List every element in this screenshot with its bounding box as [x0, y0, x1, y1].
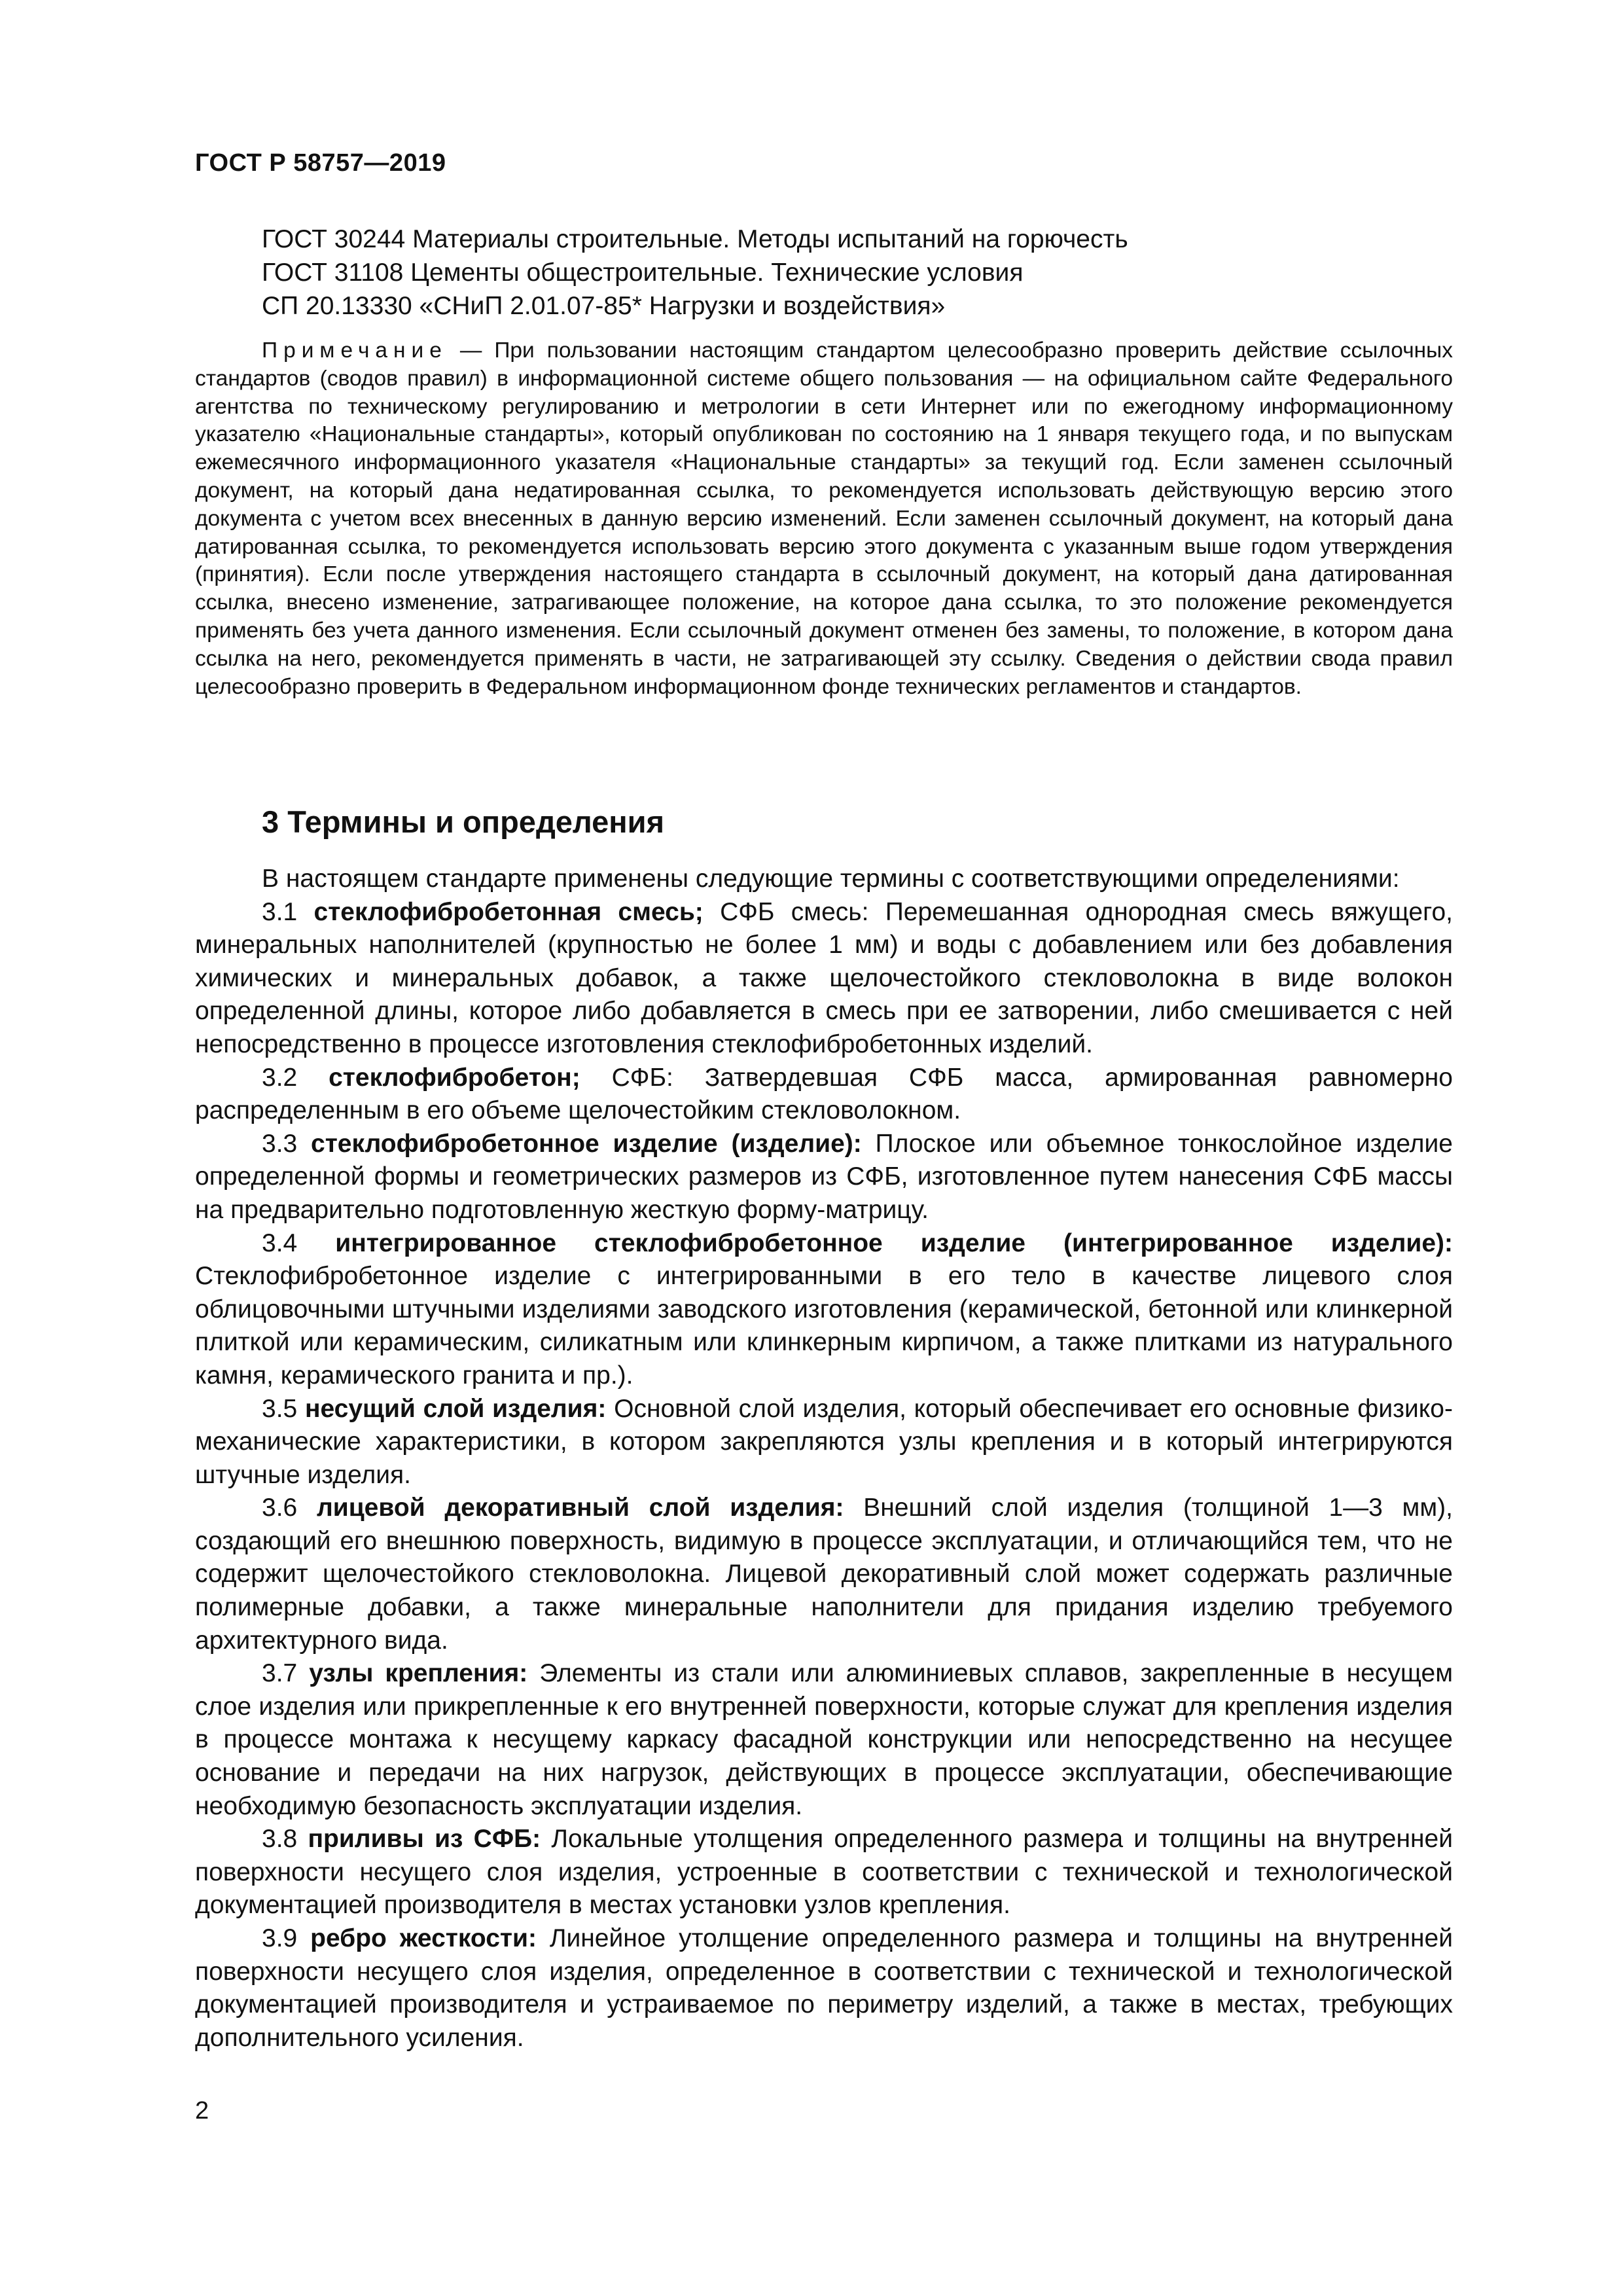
note-text: — При пользовании настоящим стандартом целесообразно проверить действие ссылочных стандартов (сводов правил) в информационной системе общего пользования — на официальном сайте Федерального агентства по техническому регулированию и метрологии в сети Интернет или по ежегодному информационному указателю «Национальные стандарты», который опубликован по состоянию на 1 января текущего года, и по выпускам ежемесячного информационного указателя «Национальные стандарты» за текущий год. Если заменен ссылочный документ, на который дана недатированная ссылка, то рекомендуется использовать действующую версию этого документа с учетом всех внесенных в данную версию изменений. Если заменен ссылочный документ, на который дана датированная ссылка, то рекомендуется использовать версию этого документа с указанным выше годом утверждения (принятия). Если после утверждения настоящего стандарта в ссылочный документ, на который дана датированная ссылка, внесено изменение, затрагивающее положение, на которое дана ссылка, то это положение рекомендуется применять без учета данного изменения. Если ссылочный документ отменен без замены, то положение, в котором дана ссылка на него, рекомендуется применять в части, не затрагивающей эту ссылку. Сведения о действии свода правил целесообразно проверить в Федеральном информационном фонде технических регламентов и стандартов. — [195, 338, 1453, 699]
document-header: ГОСТ Р 58757—2019 — [195, 149, 446, 177]
term-number: 3.4 — [262, 1229, 298, 1257]
term-entry — [195, 1657, 1453, 1823]
term-name: ребро жесткости: — [310, 1924, 537, 1952]
term-name: интегрированное стеклофибробетонное изделие (интегрированное изделие): — [335, 1229, 1453, 1257]
term-entry — [195, 1823, 1453, 1922]
term-definition: Линейное утолщение определенного размера и толщины на внутренней поверхности несущего слоя изделия, определенное в соответствии с технической и технологической документацией производителя и устраиваемое по периметру изделий, а также в местах, требующих дополнительного усиления. — [195, 1924, 1453, 2052]
section-intro: В настоящем стандарте применены следующие термины с соответствующими определениями: — [262, 865, 1400, 893]
note-paragraph — [195, 337, 1453, 701]
term-definition: СФБ: Затвердевшая СФБ масса, армированная равномерно распределенным в его объеме щелочестойким стекловолокном. — [195, 1063, 1453, 1125]
reference-item: ГОСТ 31108 Цементы общестроительные. Технические условия — [262, 259, 1024, 287]
term-number: 3.1 — [262, 897, 298, 926]
term-definition: Внешний слой изделия (толщиной 1—3 мм), создающий его внешнюю поверхность, видимую в процессе эксплуатации, и отличающийся тем, что не содержит щелочестойкого стекловолокна. Лицевой декоративный слой может содержать различные полимерные добавки, а также минеральные наполнители для придания изделию требуемого архитектурного вида. — [195, 1494, 1454, 1655]
term-definition: Элементы из стали или алюминиевых сплавов, закрепленные в несущем слое изделия или прикрепленные к его внутренней поверхности, которые служат для крепления изделия в процессе монтажа к несущему каркасу фасадной конструкции или непосредственно на несущее основание и передачи на них нагрузок, действующих в процессе эксплуатации, обеспечивающие необходимую безопасность эксплуатации изделия. — [195, 1659, 1454, 1820]
term-entry — [195, 1227, 1453, 1393]
section-title: 3 Термины и определения — [262, 804, 664, 839]
term-entry — [195, 1492, 1453, 1657]
term-name: стеклофибробетон; — [329, 1063, 580, 1092]
section-body — [195, 863, 1453, 2054]
term-name: стеклофибробетонное изделие (изделие): — [311, 1129, 862, 1158]
term-number: 3.8 — [262, 1825, 298, 1854]
references-list — [262, 223, 1440, 323]
term-number: 3.6 — [262, 1494, 298, 1522]
term-entry — [195, 1062, 1453, 1128]
term-definition: Основной слой изделия, который обеспечивает его основные физико-механические характеристики, в котором закрепляются узлы крепления и в который интегрируются штучные изделия. — [195, 1394, 1453, 1489]
term-name: приливы из СФБ: — [308, 1825, 541, 1854]
term-definition: Стеклофибробетонное изделие с интегрированными в его тело в качестве лицевого слоя облицовочными штучными изделиями заводского изготовления (керамической, бетонной или клинкерной плиткой или керамическим, силикатным или клинкерным кирпичом, а также плитками из натурального камня, керамического гранита и пр.). — [195, 1262, 1453, 1390]
term-number: 3.2 — [262, 1063, 298, 1092]
reference-item: СП 20.13330 «СНиП 2.01.07-85* Нагрузки и воздействия» — [262, 292, 946, 320]
page-number: 2 — [195, 2097, 209, 2125]
term-name: лицевой декоративный слой изделия: — [316, 1494, 844, 1522]
term-name: узлы крепления: — [309, 1659, 528, 1688]
term-entry — [195, 1128, 1453, 1227]
term-entry — [195, 896, 1453, 1062]
term-definition: Плоское или объемное тонкослойное изделие определенной формы и геометрических размеров из СФБ, изготовленное путем нанесения СФБ массы на предварительно подготовленную жесткую форму-матрицу. — [195, 1129, 1453, 1224]
term-number: 3.5 — [262, 1394, 298, 1423]
term-name: несущий слой изделия: — [304, 1394, 607, 1423]
reference-item: ГОСТ 30244 Материалы строительные. Методы испытаний на горючесть — [262, 225, 1128, 253]
term-number: 3.9 — [262, 1924, 298, 1952]
term-definition: Локальные утолщения определенного размера и толщины на внутренней поверхности несущего слоя изделия, устроенные в соответствии с технической и технологической документацией производителя в местах установки узлов крепления. — [195, 1825, 1453, 1920]
term-definition: СФБ смесь: Перемешанная однородная смесь вяжущего, минеральных наполнителей (крупностью не более 1 мм) и воды с добавлением или без добавления химических и минеральных добавок, а также щелочестойкого стекловолокна в виде волокон определенной длины, которое либо добавляется в смесь при ее затворении, либо смешивается с ней непосредственно в процессе изготовления стеклофибробетонных изделий. — [195, 897, 1453, 1058]
term-entry — [195, 1922, 1453, 2054]
term-number: 3.7 — [262, 1659, 298, 1688]
term-entry — [195, 1393, 1453, 1492]
note-label: Примечание — [262, 338, 448, 363]
term-name: стеклофибробетонная смесь; — [313, 897, 704, 926]
term-number: 3.3 — [262, 1129, 298, 1158]
